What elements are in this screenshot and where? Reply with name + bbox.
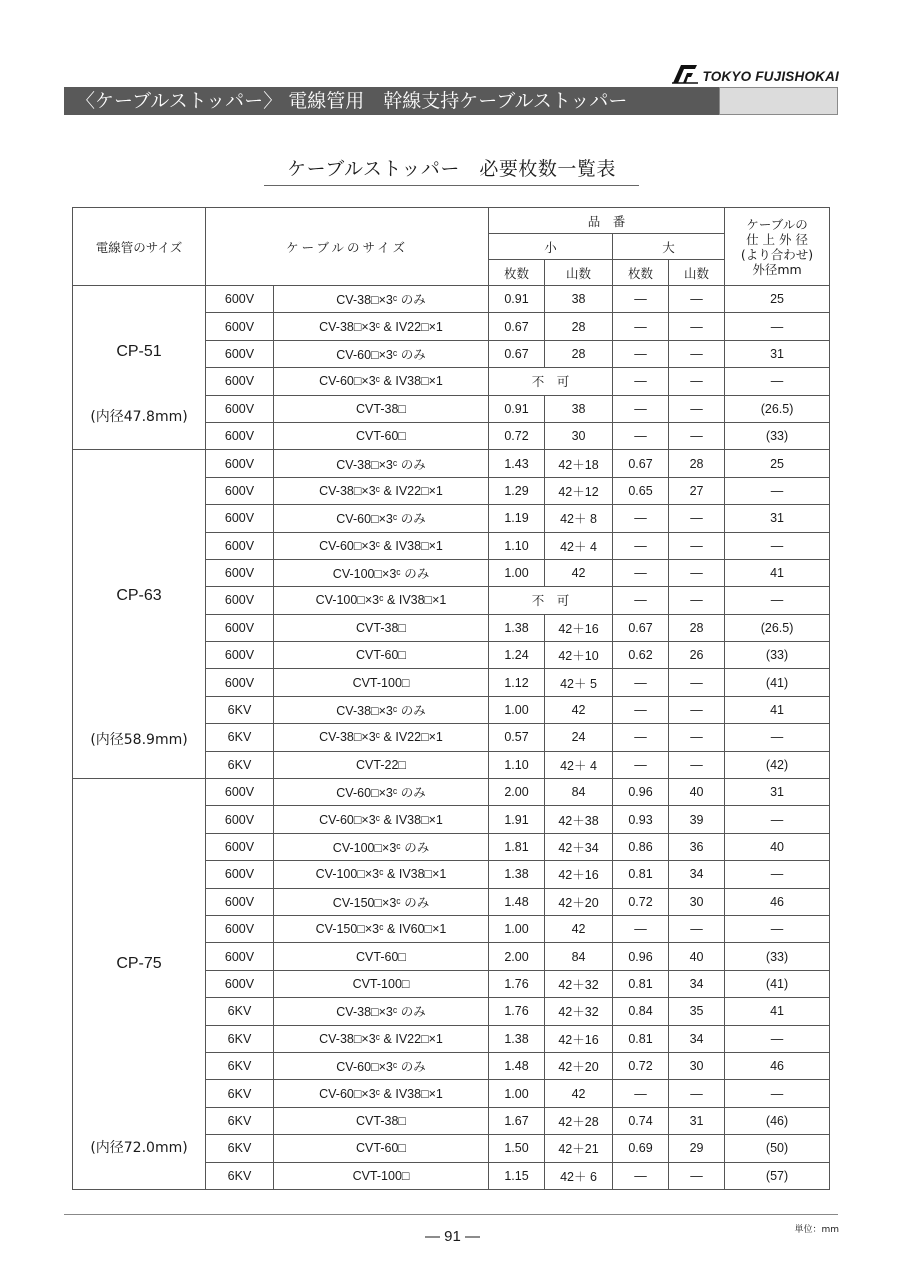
brand-logo — [671, 62, 839, 84]
voltage-cell: 600V — [206, 450, 274, 477]
cable-size-cell: CV-60□×3ᶜ のみ — [274, 340, 489, 367]
small-count-cell: 0.72 — [489, 422, 545, 449]
large-mountains-cell: — — [669, 559, 725, 586]
cable-size-cell: CVT-60□ — [274, 1135, 489, 1162]
header-cable-size: ケーブルのサイズ — [206, 208, 489, 286]
large-count-cell: — — [613, 395, 669, 422]
cable-size-cell: CV-38□×3ᶜ のみ — [274, 998, 489, 1025]
small-count-cell: 1.15 — [489, 1162, 545, 1189]
voltage-cell: 6KV — [206, 1162, 274, 1189]
large-mountains-cell: — — [669, 1080, 725, 1107]
finish-diameter-cell: (33) — [725, 422, 830, 449]
large-mountains-cell: 28 — [669, 614, 725, 641]
cable-size-cell: CV-150□×3ᶜ & IV60□×1 — [274, 915, 489, 942]
small-mountains-cell: 42＋16 — [545, 1025, 613, 1052]
cable-size-cell: CV-60□×3ᶜ のみ — [274, 779, 489, 806]
large-count-cell: — — [613, 505, 669, 532]
voltage-cell: 600V — [206, 286, 274, 313]
cable-size-cell: CV-100□×3ᶜ & IV38□×1 — [274, 587, 489, 614]
cable-size-cell: CVT-100□ — [274, 1162, 489, 1189]
small-count-cell: 1.10 — [489, 751, 545, 778]
large-count-cell: 0.81 — [613, 970, 669, 997]
voltage-cell: 600V — [206, 642, 274, 669]
header-large-mountains: 山数 — [669, 260, 725, 286]
large-count-cell: 0.67 — [613, 450, 669, 477]
small-mountains-cell: 84 — [545, 779, 613, 806]
finish-diameter-cell: 31 — [725, 505, 830, 532]
small-count-cell: 1.38 — [489, 614, 545, 641]
large-mountains-cell: 35 — [669, 998, 725, 1025]
cable-size-cell: CVT-38□ — [274, 1107, 489, 1134]
voltage-cell: 600V — [206, 943, 274, 970]
conduit-model: CP-75 — [116, 955, 162, 973]
small-mountains-cell: 42 — [545, 696, 613, 723]
small-count-cell: 2.00 — [489, 779, 545, 806]
finish-diameter-cell: (33) — [725, 642, 830, 669]
large-mountains-cell: 39 — [669, 806, 725, 833]
cable-size-cell: CVT-100□ — [274, 970, 489, 997]
large-count-cell: — — [613, 313, 669, 340]
voltage-cell: 6KV — [206, 1135, 274, 1162]
large-count-cell: — — [613, 915, 669, 942]
small-count-cell: 1.38 — [489, 1025, 545, 1052]
large-mountains-cell: 27 — [669, 477, 725, 504]
large-mountains-cell: — — [669, 696, 725, 723]
small-count-cell: 0.67 — [489, 313, 545, 340]
large-count-cell: 0.72 — [613, 888, 669, 915]
small-mountains-cell: 42＋34 — [545, 833, 613, 860]
small-count-cell: 0.91 — [489, 395, 545, 422]
small-mountains-cell: 42＋32 — [545, 970, 613, 997]
header-conduit-size: 電線管のサイズ — [73, 208, 206, 286]
large-mountains-cell: — — [669, 505, 725, 532]
large-mountains-cell: — — [669, 915, 725, 942]
large-mountains-cell: 30 — [669, 1052, 725, 1079]
conduit-model: CP-51 — [116, 343, 162, 361]
voltage-cell: 600V — [206, 477, 274, 504]
large-mountains-cell: 28 — [669, 450, 725, 477]
cable-size-cell: CV-38□×3ᶜ のみ — [274, 286, 489, 313]
large-count-cell: — — [613, 724, 669, 751]
finish-diameter-cell: — — [725, 587, 830, 614]
large-mountains-cell: 26 — [669, 642, 725, 669]
finish-diameter-cell: (26.5) — [725, 614, 830, 641]
small-mountains-cell: 42 — [545, 1080, 613, 1107]
large-count-cell: 0.67 — [613, 614, 669, 641]
cable-size-cell: CV-60□×3ᶜ のみ — [274, 505, 489, 532]
header-finish-diameter — [725, 208, 830, 286]
header-small-mountains: 山数 — [545, 260, 613, 286]
cable-size-cell: CV-60□×3ᶜ & IV38□×1 — [274, 1080, 489, 1107]
cable-size-cell: CVT-60□ — [274, 642, 489, 669]
small-count-cell: 1.00 — [489, 696, 545, 723]
header-part-no: 品 番 — [489, 208, 725, 234]
large-count-cell: 0.81 — [613, 1025, 669, 1052]
large-count-cell: — — [613, 368, 669, 395]
large-mountains-cell: — — [669, 669, 725, 696]
small-count-cell: 2.00 — [489, 943, 545, 970]
large-mountains-cell: 31 — [669, 1107, 725, 1134]
cable-size-cell: CVT-60□ — [274, 422, 489, 449]
table-row — [73, 779, 830, 806]
finish-diameter-cell: — — [725, 368, 830, 395]
cable-size-cell: CV-38□×3ᶜ のみ — [274, 696, 489, 723]
voltage-cell: 600V — [206, 779, 274, 806]
finish-diameter-cell: 46 — [725, 1052, 830, 1079]
finish-diameter-cell: 41 — [725, 559, 830, 586]
large-count-cell: 0.72 — [613, 1052, 669, 1079]
small-mountains-cell: 42＋ 8 — [545, 505, 613, 532]
voltage-cell: 600V — [206, 505, 274, 532]
large-count-cell: — — [613, 696, 669, 723]
large-count-cell: 0.93 — [613, 806, 669, 833]
small-mountains-cell: 42＋18 — [545, 450, 613, 477]
voltage-cell: 600V — [206, 313, 274, 340]
voltage-cell: 600V — [206, 340, 274, 367]
finish-diameter-cell: 25 — [725, 450, 830, 477]
cable-size-cell: CV-60□×3ᶜ & IV38□×1 — [274, 806, 489, 833]
cable-size-cell: CVT-22□ — [274, 751, 489, 778]
large-count-cell: — — [613, 422, 669, 449]
small-mountains-cell: 84 — [545, 943, 613, 970]
small-mountains-cell: 42＋10 — [545, 642, 613, 669]
finish-diameter-cell: (50) — [725, 1135, 830, 1162]
cable-size-cell: CVT-100□ — [274, 669, 489, 696]
small-count-cell: 1.67 — [489, 1107, 545, 1134]
small-mountains-cell: 42＋ 5 — [545, 669, 613, 696]
large-count-cell: 0.84 — [613, 998, 669, 1025]
stopper-table — [72, 207, 830, 1190]
page-number: — 91 — — [424, 1228, 481, 1245]
small-mountains-cell: 42＋28 — [545, 1107, 613, 1134]
large-count-cell: 0.62 — [613, 642, 669, 669]
large-count-cell: 0.69 — [613, 1135, 669, 1162]
voltage-cell: 600V — [206, 532, 274, 559]
voltage-cell: 600V — [206, 669, 274, 696]
cable-size-cell: CV-38□×3ᶜ & IV22□×1 — [274, 724, 489, 751]
small-mountains-cell: 42＋38 — [545, 806, 613, 833]
cable-size-cell: CVT-38□ — [274, 395, 489, 422]
finish-diameter-cell: 41 — [725, 696, 830, 723]
small-count-cell: 1.00 — [489, 1080, 545, 1107]
small-mountains-cell: 42＋ 4 — [545, 532, 613, 559]
cable-size-cell: CV-100□×3ᶜ & IV38□×1 — [274, 861, 489, 888]
small-count-cell: 不 可 — [489, 587, 613, 614]
cable-size-cell: CV-100□×3ᶜ のみ — [274, 833, 489, 860]
tokyo-fujishokai-logo-icon — [671, 62, 699, 84]
small-mountains-cell: 42 — [545, 559, 613, 586]
finish-diameter-cell: — — [725, 915, 830, 942]
conduit-inner-diameter: (内径58.9mm) — [90, 731, 188, 748]
unit-label: 単位：mm — [794, 1225, 839, 1235]
large-mountains-cell: — — [669, 587, 725, 614]
finish-diameter-cell: 40 — [725, 833, 830, 860]
small-mountains-cell: 38 — [545, 395, 613, 422]
small-count-cell: 1.00 — [489, 915, 545, 942]
large-count-cell: 0.96 — [613, 779, 669, 806]
large-count-cell: — — [613, 532, 669, 559]
small-count-cell: 不 可 — [489, 368, 613, 395]
large-mountains-cell: 34 — [669, 861, 725, 888]
finish-line-4: 外径mm — [752, 261, 802, 277]
cable-size-cell: CVT-38□ — [274, 614, 489, 641]
large-mountains-cell: — — [669, 422, 725, 449]
large-mountains-cell: 30 — [669, 888, 725, 915]
large-count-cell: — — [613, 286, 669, 313]
table-row — [73, 450, 830, 477]
large-count-cell: — — [613, 587, 669, 614]
large-count-cell: 0.81 — [613, 861, 669, 888]
voltage-cell: 600V — [206, 970, 274, 997]
small-mountains-cell: 42＋32 — [545, 998, 613, 1025]
finish-diameter-cell: — — [725, 724, 830, 751]
finish-diameter-cell: (57) — [725, 1162, 830, 1189]
large-count-cell: — — [613, 559, 669, 586]
voltage-cell: 600V — [206, 915, 274, 942]
conduit-cell — [73, 450, 206, 779]
small-count-cell: 0.57 — [489, 724, 545, 751]
document-title: ケーブルストッパー 必要枚数一覧表 — [264, 157, 639, 186]
header-large-count: 枚数 — [613, 260, 669, 286]
voltage-cell: 6KV — [206, 998, 274, 1025]
small-mountains-cell: 38 — [545, 286, 613, 313]
small-mountains-cell: 42＋16 — [545, 614, 613, 641]
small-count-cell: 1.19 — [489, 505, 545, 532]
finish-diameter-cell: — — [725, 477, 830, 504]
voltage-cell: 6KV — [206, 1107, 274, 1134]
large-count-cell: 0.65 — [613, 477, 669, 504]
voltage-cell: 600V — [206, 806, 274, 833]
small-count-cell: 0.67 — [489, 340, 545, 367]
header-box — [719, 87, 838, 115]
small-count-cell: 0.91 — [489, 286, 545, 313]
small-mountains-cell: 42＋20 — [545, 1052, 613, 1079]
voltage-cell: 600V — [206, 861, 274, 888]
table-row — [73, 286, 830, 313]
voltage-cell: 600V — [206, 833, 274, 860]
cable-size-cell: CVT-60□ — [274, 943, 489, 970]
conduit-cell — [73, 779, 206, 1190]
voltage-cell: 600V — [206, 422, 274, 449]
conduit-inner-diameter: (内径47.8mm) — [90, 409, 188, 426]
large-mountains-cell: 29 — [669, 1135, 725, 1162]
large-mountains-cell: — — [669, 340, 725, 367]
finish-diameter-cell: — — [725, 1025, 830, 1052]
large-mountains-cell: 34 — [669, 970, 725, 997]
large-mountains-cell: 36 — [669, 833, 725, 860]
small-mountains-cell: 42＋16 — [545, 861, 613, 888]
finish-diameter-cell: (33) — [725, 943, 830, 970]
voltage-cell: 600V — [206, 395, 274, 422]
small-count-cell: 1.48 — [489, 888, 545, 915]
small-count-cell: 1.48 — [489, 1052, 545, 1079]
large-count-cell: — — [613, 340, 669, 367]
large-count-cell: — — [613, 1162, 669, 1189]
finish-diameter-cell: — — [725, 861, 830, 888]
voltage-cell: 6KV — [206, 1052, 274, 1079]
finish-diameter-cell: (41) — [725, 669, 830, 696]
cable-size-cell: CV-60□×3ᶜ のみ — [274, 1052, 489, 1079]
cable-size-cell: CV-100□×3ᶜ のみ — [274, 559, 489, 586]
small-mountains-cell: 42＋21 — [545, 1135, 613, 1162]
cable-size-cell: CV-38□×3ᶜ & IV22□×1 — [274, 1025, 489, 1052]
small-count-cell: 1.10 — [489, 532, 545, 559]
finish-diameter-cell: 31 — [725, 779, 830, 806]
voltage-cell: 600V — [206, 368, 274, 395]
small-mountains-cell: 42＋12 — [545, 477, 613, 504]
small-count-cell: 1.50 — [489, 1135, 545, 1162]
small-count-cell: 1.91 — [489, 806, 545, 833]
finish-diameter-cell: — — [725, 806, 830, 833]
finish-diameter-cell: 46 — [725, 888, 830, 915]
cable-size-cell: CV-38□×3ᶜ のみ — [274, 450, 489, 477]
finish-diameter-cell: 31 — [725, 340, 830, 367]
small-count-cell: 1.00 — [489, 559, 545, 586]
small-mountains-cell: 28 — [545, 340, 613, 367]
voltage-cell: 600V — [206, 587, 274, 614]
cable-size-cell: CV-150□×3ᶜ のみ — [274, 888, 489, 915]
large-count-cell: — — [613, 669, 669, 696]
small-count-cell: 1.81 — [489, 833, 545, 860]
finish-diameter-cell: (41) — [725, 970, 830, 997]
small-mountains-cell: 28 — [545, 313, 613, 340]
cable-size-cell: CV-38□×3ᶜ & IV22□×1 — [274, 313, 489, 340]
large-count-cell: 0.74 — [613, 1107, 669, 1134]
brand-name: TOKYO FUJISHOKAI — [702, 69, 839, 84]
finish-line-1: ケーブルの — [746, 216, 808, 232]
finish-diameter-cell: — — [725, 1080, 830, 1107]
small-count-cell: 1.76 — [489, 970, 545, 997]
large-count-cell: 0.86 — [613, 833, 669, 860]
large-mountains-cell: 34 — [669, 1025, 725, 1052]
section-header: 〈ケーブルストッパー〉 電線管用 幹線支持ケーブルストッパー — [64, 87, 719, 115]
voltage-cell: 6KV — [206, 751, 274, 778]
voltage-cell: 600V — [206, 559, 274, 586]
finish-diameter-cell: (26.5) — [725, 395, 830, 422]
finish-diameter-cell: — — [725, 313, 830, 340]
header-small: 小 — [489, 234, 613, 260]
finish-diameter-cell: 25 — [725, 286, 830, 313]
small-count-cell: 1.29 — [489, 477, 545, 504]
large-mountains-cell: — — [669, 368, 725, 395]
voltage-cell: 600V — [206, 888, 274, 915]
cable-size-cell: CV-60□×3ᶜ & IV38□×1 — [274, 532, 489, 559]
small-count-cell: 1.24 — [489, 642, 545, 669]
large-mountains-cell: — — [669, 1162, 725, 1189]
header-small-count: 枚数 — [489, 260, 545, 286]
large-mountains-cell: — — [669, 313, 725, 340]
voltage-cell: 6KV — [206, 696, 274, 723]
large-mountains-cell: 40 — [669, 943, 725, 970]
cable-size-cell: CV-60□×3ᶜ & IV38□×1 — [274, 368, 489, 395]
finish-line-2: 仕 上 外 径 — [746, 231, 808, 247]
small-mountains-cell: 30 — [545, 422, 613, 449]
voltage-cell: 6KV — [206, 724, 274, 751]
small-count-cell: 1.38 — [489, 861, 545, 888]
large-count-cell: — — [613, 751, 669, 778]
small-mountains-cell: 42 — [545, 915, 613, 942]
large-mountains-cell: — — [669, 286, 725, 313]
conduit-cell — [73, 286, 206, 450]
footer-rule — [64, 1214, 838, 1215]
voltage-cell: 600V — [206, 614, 274, 641]
large-mountains-cell: — — [669, 395, 725, 422]
small-count-cell: 1.43 — [489, 450, 545, 477]
finish-diameter-cell: 41 — [725, 998, 830, 1025]
finish-diameter-cell: (46) — [725, 1107, 830, 1134]
small-mountains-cell: 24 — [545, 724, 613, 751]
voltage-cell: 6KV — [206, 1080, 274, 1107]
small-mountains-cell: 42＋ 6 — [545, 1162, 613, 1189]
large-count-cell: 0.96 — [613, 943, 669, 970]
small-count-cell: 1.12 — [489, 669, 545, 696]
finish-diameter-cell: (42) — [725, 751, 830, 778]
finish-diameter-cell: — — [725, 532, 830, 559]
header-large: 大 — [613, 234, 725, 260]
small-mountains-cell: 42＋ 4 — [545, 751, 613, 778]
voltage-cell: 6KV — [206, 1025, 274, 1052]
large-mountains-cell: 40 — [669, 779, 725, 806]
small-mountains-cell: 42＋20 — [545, 888, 613, 915]
large-count-cell: — — [613, 1080, 669, 1107]
large-mountains-cell: — — [669, 724, 725, 751]
finish-line-3: (より合わせ) — [740, 246, 814, 262]
small-count-cell: 1.76 — [489, 998, 545, 1025]
large-mountains-cell: — — [669, 532, 725, 559]
cable-size-cell: CV-38□×3ᶜ & IV22□×1 — [274, 477, 489, 504]
conduit-inner-diameter: (内径72.0mm) — [90, 1139, 188, 1156]
large-mountains-cell: — — [669, 751, 725, 778]
conduit-model: CP-63 — [116, 586, 162, 604]
